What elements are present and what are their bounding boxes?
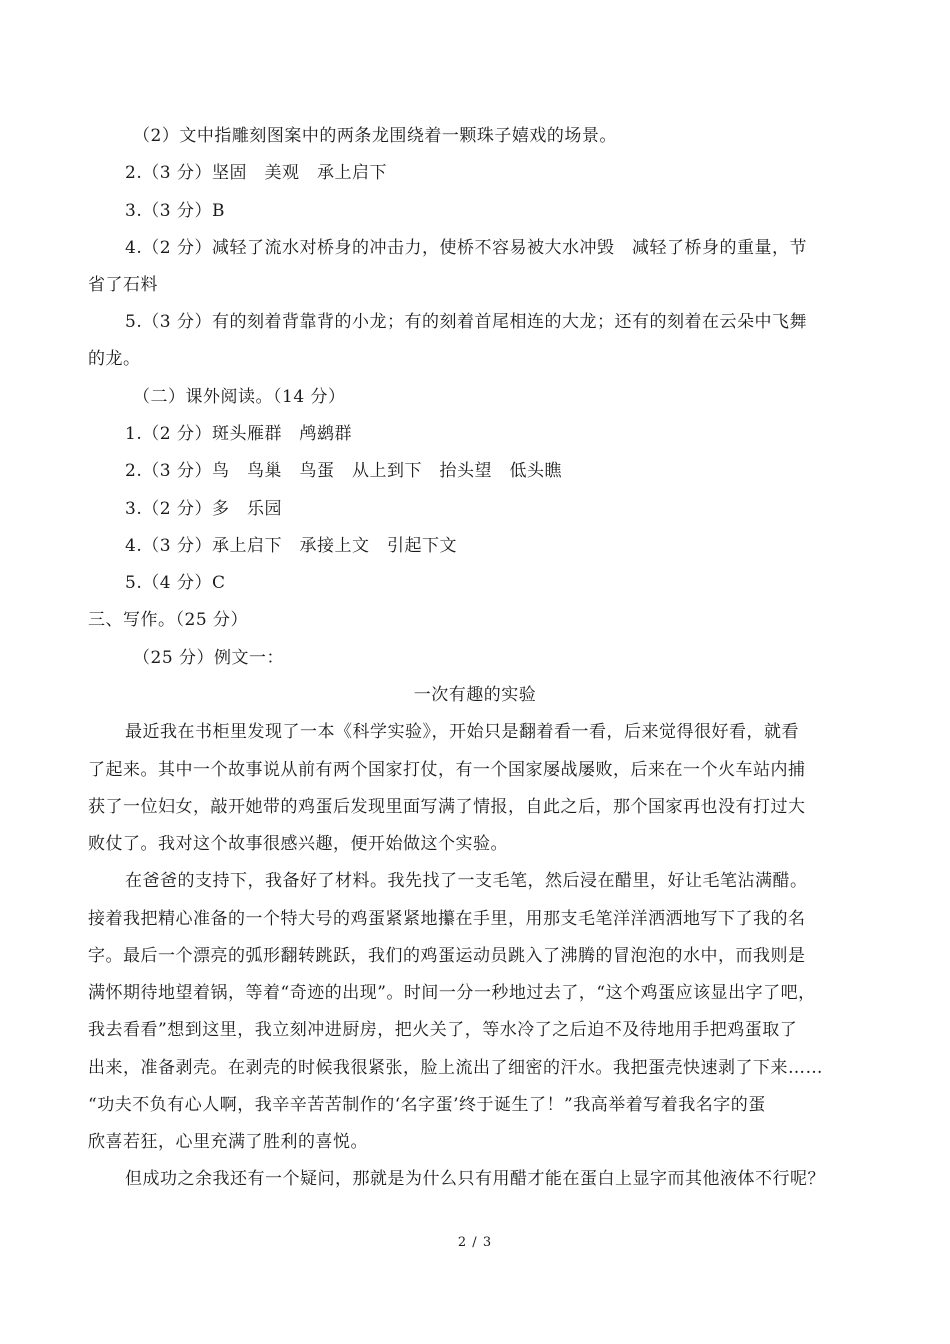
essay-line: 欣喜若狂，心里充满了胜利的喜悦。: [88, 1132, 368, 1152]
answer-line: 2.（3 分）鸟 鸟巢 鸟蛋 从上到下 抬头望 低头瞧: [125, 461, 562, 481]
essay-title: 一次有趣的实验: [413, 685, 537, 705]
essay-line: 但成功之余我还有一个疑问，那就是为什么只有用醋才能在蛋白上显字而其他液体不行呢？: [125, 1169, 825, 1189]
essay-line: 了起来。其中一个故事说从前有两个国家打仗，有一个国家屡战屡败，后来在一个火车站内捕: [88, 760, 806, 780]
answer-line: 1.（2 分）斑头雁群 鸬鹚群: [125, 424, 352, 444]
section-heading: （二）课外阅读。（14 分）: [133, 387, 346, 407]
essay-line: 字。最后一个漂亮的弧形翻转跳跃，我们的鸡蛋运动员跳入了沸腾的冒泡泡的水中，而我则是: [88, 946, 806, 966]
essay-line: 接着我把精心准备的一个特大号的鸡蛋紧紧地攥在手里，用那支毛笔洋洋洒洒地写下了我的名: [88, 909, 806, 929]
essay-line: 获了一位妇女，敲开她带的鸡蛋后发现里面写满了情报，自此之后，那个国家再也没有打过大: [88, 797, 806, 817]
essay-line: 败仗了。我对这个故事很感兴趣，便开始做这个实验。: [88, 834, 508, 854]
essay-line: 我去看看”想到这里，我立刻冲进厨房，把火关了，等水冷了之后迫不及待地用手把鸡蛋取了: [88, 1020, 798, 1040]
answer-line: 3.（3 分）B: [125, 201, 225, 221]
essay-line: 在爸爸的支持下，我备好了材料。我先找了一支毛笔，然后浸在醋里，好让毛笔沾满醋。: [125, 871, 808, 891]
answer-line: （25 分）例文一：: [133, 648, 285, 668]
answer-line: 3.（2 分）多 乐园: [125, 499, 282, 519]
page-number: 2 / 3: [457, 1235, 493, 1250]
essay-line: 满怀期待地望着锅，等着“奇迹的出现”。时间一分一秒地过去了，“这个鸡蛋应该显出字了吧，: [88, 983, 816, 1003]
answer-line: 4.（3 分）承上启下 承接上文 引起下文: [125, 536, 457, 556]
answer-line: 的龙。: [88, 349, 141, 369]
essay-line: 最近我在书柜里发现了一本《科学实验》，开始只是翻着看一看，后来觉得很好看，就看: [125, 722, 799, 742]
essay-line: 出来，准备剥壳。在剥壳的时候我很紧张，脸上流出了细密的汗水。我把蛋壳快速剥了下来……: [88, 1058, 823, 1078]
answer-line: （2）文中指雕刻图案中的两条龙围绕着一颗珠子嬉戏的场景。: [133, 126, 617, 146]
section-heading: 三、写作。（25 分）: [88, 610, 249, 630]
answer-line: 省了石料: [88, 275, 158, 295]
essay-line: “功夫不负有心人啊，我辛辛苦苦制作的‘名字蛋’终于诞生了！”我高举着写着我名字的蛋: [88, 1095, 766, 1115]
answer-line: 5.（3 分）有的刻着背靠背的小龙；有的刻着首尾相连的大龙；还有的刻着在云朵中飞舞: [125, 312, 807, 332]
answer-line: 4.（2 分）减轻了流水对桥身的冲击力，使桥不容易被大水冲毁 减轻了桥身的重量，节: [125, 238, 807, 258]
answer-line: 2.（3 分）坚固 美观 承上启下: [125, 163, 387, 183]
answer-line: 5.（4 分）C: [125, 573, 226, 593]
